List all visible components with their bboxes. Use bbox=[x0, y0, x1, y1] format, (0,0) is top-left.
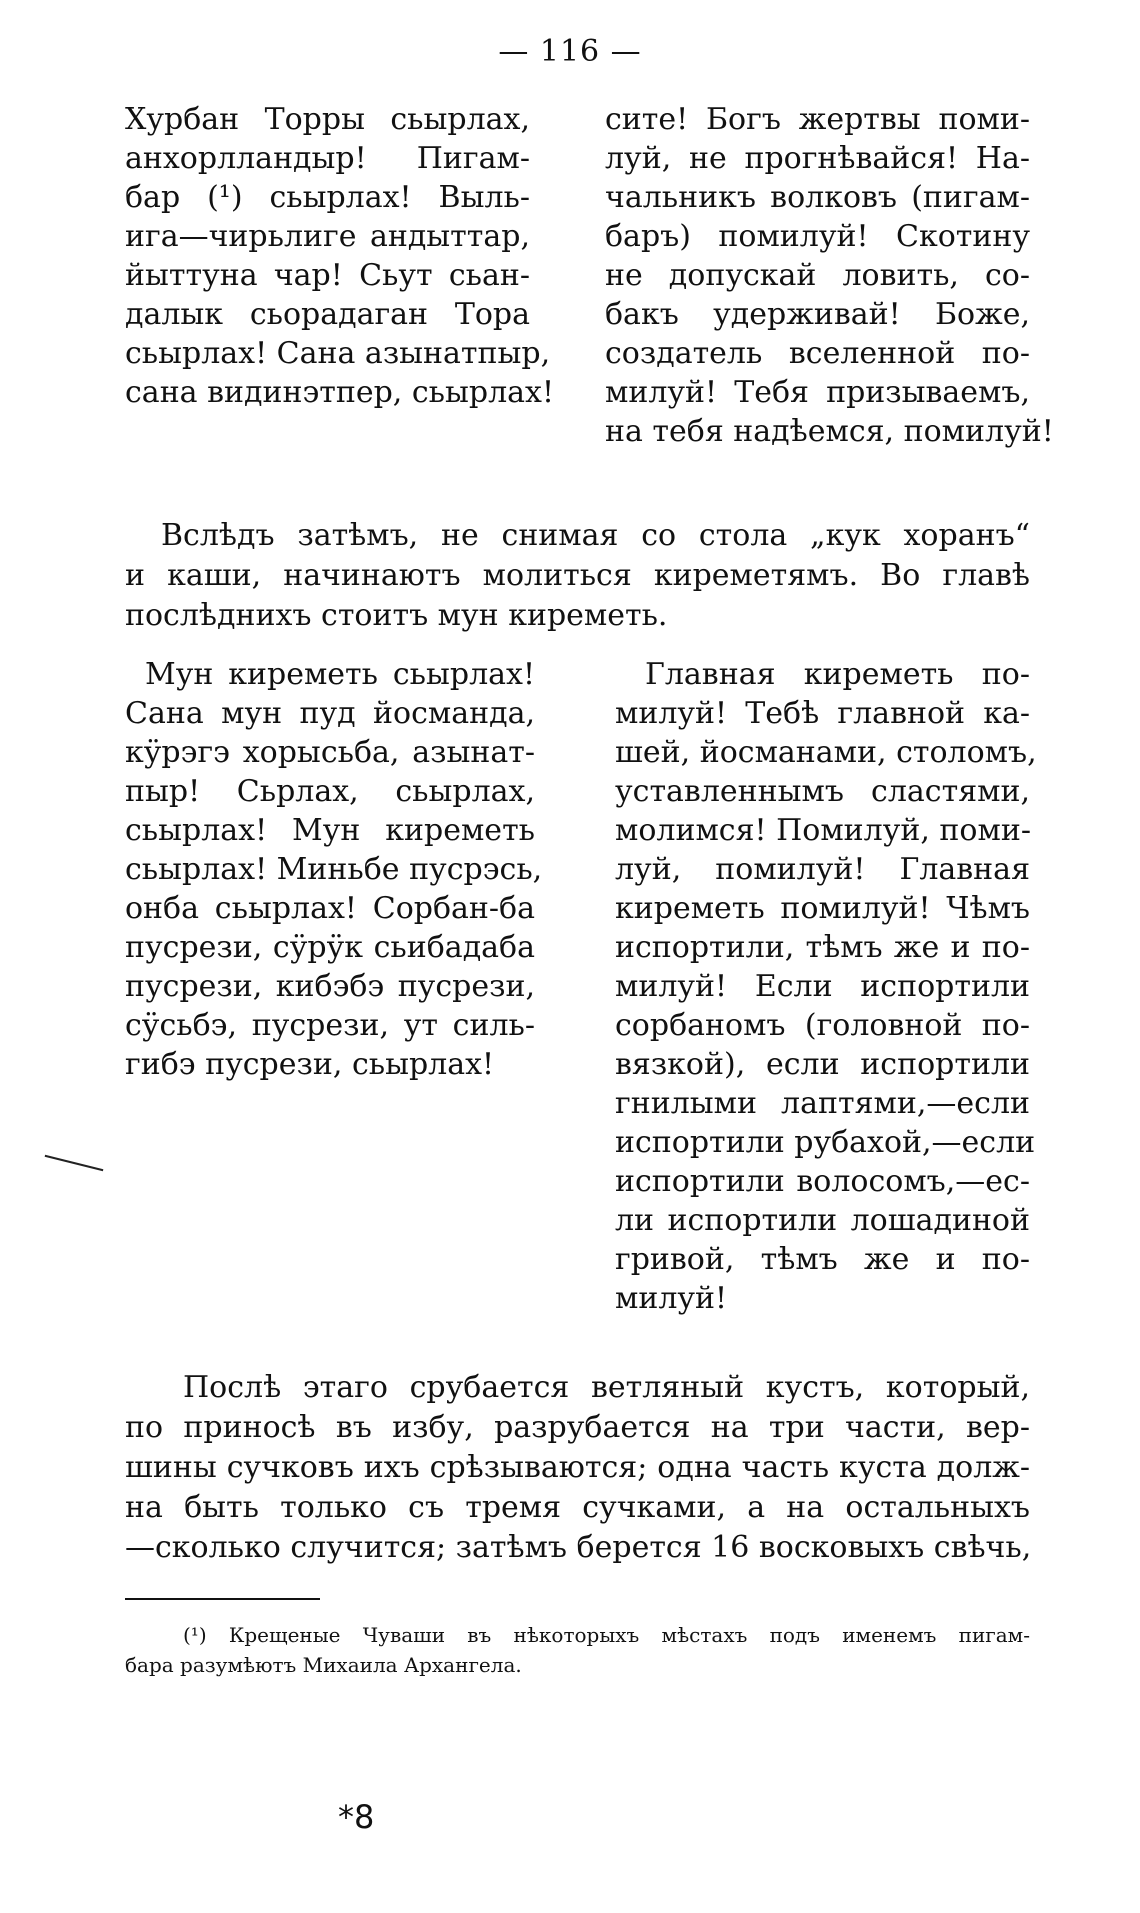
chuvash-column-1 bbox=[125, 100, 555, 451]
russian-column-2 bbox=[615, 655, 1037, 1318]
text-line: баръ) помилуй! Скотину bbox=[605, 219, 1030, 254]
text-line: ига—чирьлиге андыттар, bbox=[125, 219, 530, 254]
text-line: милуй! Тебя призываемъ, bbox=[605, 375, 1030, 410]
text-line: милуй! Тебѣ главной ка- bbox=[615, 696, 1030, 731]
text-line: луй, не прогнѣвайся! На- bbox=[605, 141, 1030, 176]
paragraph-1 bbox=[125, 516, 1030, 636]
text-line: пыр! Сьрлах, сьырлах, bbox=[125, 774, 535, 809]
page-number: — 116 — bbox=[498, 34, 642, 69]
text-line: на тебя надѣемся, помилуй! bbox=[605, 414, 1054, 449]
text-line: —сколько случится; затѣмъ берется 16 восковыхъ свѣчь, bbox=[125, 1530, 1032, 1565]
text-line: сӱсьбэ, пусрези, ут силь- bbox=[125, 1008, 535, 1043]
text-line: Послѣ этаго срубается ветляный кустъ, который, bbox=[183, 1370, 1030, 1405]
footnote-line: бара разумѣютъ Михаила Архангела. bbox=[125, 1653, 522, 1677]
text-line: пусрези, кибэбэ пусрези, bbox=[125, 969, 535, 1004]
text-line: уставленнымъ сластями, bbox=[615, 774, 1030, 809]
text-line: Сана мун пуд йосманда, bbox=[125, 696, 535, 731]
text-line: шины сучковъ ихъ срѣзываются; одна часть куста долж- bbox=[125, 1450, 1030, 1485]
text-line: Хурбан Торры сьырлах, bbox=[125, 102, 530, 137]
text-line: сите! Богъ жертвы поми- bbox=[605, 102, 1030, 137]
text-line: далык сьорадаган Тора bbox=[125, 297, 530, 332]
text-line: на быть только съ тремя сучками, а на остальныхъ bbox=[125, 1490, 1030, 1525]
footnote bbox=[125, 1620, 1030, 1680]
text-line: бакъ удерживай! Боже, bbox=[605, 297, 1030, 332]
text-line: гривой, тѣмъ же и по- bbox=[615, 1242, 1030, 1277]
text-line: Вслѣдъ затѣмъ, не снимая со стола „кук хоранъ“ bbox=[161, 518, 1030, 553]
text-line: милуй! Если испортили bbox=[615, 969, 1030, 1004]
text-line: пусрези, сӱрӱк сьибадаба bbox=[125, 930, 535, 965]
text-line: сорбаномъ (головной по- bbox=[615, 1008, 1030, 1043]
footnote-rule bbox=[125, 1598, 320, 1600]
printer-signature: *8 bbox=[338, 1798, 375, 1836]
text-line: бар (¹) сьырлах! Выль- bbox=[125, 180, 530, 215]
text-line: по приносѣ въ избу, разрубается на три части, вер- bbox=[125, 1410, 1030, 1445]
chuvash-column-2 bbox=[125, 655, 543, 1318]
text-line: не допускай ловить, со- bbox=[605, 258, 1030, 293]
text-line: кӱрэгэ хорысьба, азынат- bbox=[125, 735, 535, 770]
text-line: йыттуна чар! Сьут сьан- bbox=[125, 258, 530, 293]
text-line: испортили рубахой,—если bbox=[615, 1125, 1036, 1160]
text-line: луй, помилуй! Главная bbox=[615, 852, 1030, 887]
text-line: создатель вселенной по- bbox=[605, 336, 1030, 371]
text-line: гибэ пусрези, сьырлах! bbox=[125, 1047, 495, 1082]
text-line: чальникъ волковъ (пигам- bbox=[605, 180, 1030, 215]
text-line: гнилыми лаптями,—если bbox=[615, 1086, 1030, 1121]
stray-ink-mark bbox=[45, 1155, 104, 1171]
text-line: и каши, начинаютъ молиться киреметямъ. Во главѣ bbox=[125, 558, 1030, 593]
russian-column-1 bbox=[605, 100, 1054, 451]
text-line: Главная киреметь по- bbox=[645, 657, 1030, 692]
text-line: сана видинэтпер, сьырлах! bbox=[125, 375, 555, 410]
text-line: киреметь помилуй! Чѣмъ bbox=[615, 891, 1030, 926]
text-line: ли испортили лошадиной bbox=[615, 1203, 1030, 1238]
text-line: вязкой), если испортили bbox=[615, 1047, 1030, 1082]
text-line: послѣднихъ стоитъ мун киреметь. bbox=[125, 598, 668, 633]
prayer-block-1 bbox=[125, 100, 1054, 451]
prayer-block-2 bbox=[125, 655, 1037, 1318]
paragraph-2 bbox=[125, 1368, 1030, 1568]
text-line: милуй! bbox=[615, 1281, 728, 1316]
text-line: анхорлландыр! Пигам- bbox=[125, 141, 530, 176]
footnote-line: (¹) Крещеные Чуваши въ нѣкоторыхъ мѣстахъ подъ именемъ пигам- bbox=[183, 1623, 1030, 1647]
text-line: испортили волосомъ,—ес- bbox=[615, 1164, 1030, 1199]
text-line: сьырлах! Сана азынатпыр, bbox=[125, 336, 551, 371]
text-line: Мун киреметь сьырлах! bbox=[145, 657, 535, 692]
text-line: онба сьырлах! Сорбан-ба bbox=[125, 891, 535, 926]
text-line: сьырлах! Миньбе пусрэсь, bbox=[125, 852, 543, 887]
text-line: испортили, тѣмъ же и по- bbox=[615, 930, 1030, 965]
text-line: сьырлах! Мун киреметь bbox=[125, 813, 535, 848]
text-line: молимся! Помилуй, поми- bbox=[615, 813, 1031, 848]
text-line: шей, йосманами, столомъ, bbox=[615, 735, 1037, 770]
